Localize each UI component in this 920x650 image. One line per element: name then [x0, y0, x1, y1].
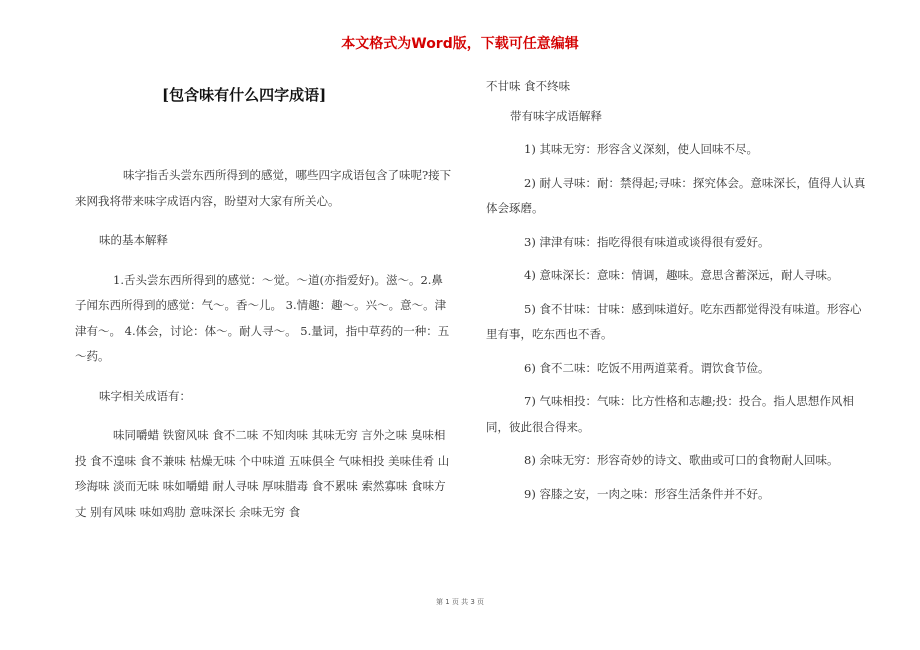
- editable-word-banner: 本文格式为Word版，下载可任意编辑: [341, 36, 579, 52]
- explanation-item: 1) 其味无穷：形容含义深刻，使人回味不尽。: [524, 142, 758, 156]
- explanation-item: 3) 津津有味：指吃得很有味道或谈得很有爱好。: [524, 234, 770, 249]
- explanation-item: 2) 耐人寻味：耐：禁得起;寻味：探究体会。意味深长，值得人认真体会琢磨。: [486, 175, 866, 215]
- explanation-item: 6) 食不二味：吃饭不用两道菜肴。谓饮食节俭。: [524, 360, 770, 375]
- idioms-list-continued: 不甘味 食不终味: [486, 79, 571, 93]
- explanation-item: 7) 气味相投：气味：比方性格和志趣;投：投合。指人思想作风相同，彼此很合得来。: [486, 394, 854, 434]
- left-column: [75, 163, 453, 525]
- basic-meaning-heading: 味的基本解释: [99, 233, 168, 247]
- explanation-item: 5) 食不甘味：甘味：感到味道好。吃东西都觉得没有味道。形容心里有事，吃东西也不香。: [486, 301, 862, 341]
- explanation-item: 4) 意味深长：意味：情调，趣味。意思含蓄深远，耐人寻味。: [524, 268, 839, 282]
- basic-meaning-text: 1.舌头尝东西所得到的感觉：～觉。～道(亦指爱好)。滋～。2.鼻子闻东西所得到的感觉：气～。香～儿。 3.情趣：趣～。兴～。意～。津津有～。 4.体会，讨论：体～。耐人寻～。 5.量词，指中草药的一种：五～药。: [75, 272, 450, 363]
- explanation-item: 9) 容膝之安，一肉之味：形容生活条件并不好。: [524, 486, 770, 501]
- explanation-item: 8) 余味无穷：形容奇妙的诗文、歌曲或可口的食物耐人回味。: [524, 453, 839, 467]
- explanations-heading: 带有味字成语解释: [510, 108, 602, 123]
- page-title: [包含味有什么四字成语]: [162, 86, 327, 104]
- related-idioms-list: 味同嚼蜡 铁窗风味 食不二味 不知肉味 其味无穷 言外之味 臭味相投 食不遑味 食不兼味 枯燥无味 个中味道 五味俱全 气味相投 美味佳肴 山珍海味 淡而无味 味如嚼蜡 耐人寻味 厚味腊毒 食不累味 索然寡味 食味方丈 别有风味 味如鸡肋 意味深长 余味无穷 食: [75, 428, 450, 519]
- right-column: [486, 74, 872, 507]
- intro-paragraph: 味字指舌头尝东西所得到的感觉，哪些四字成语包含了味呢?接下来网我将带来味字成语内容，盼望对大家有所关心。: [75, 168, 452, 208]
- page-footer: 第 1 页 共 3 页: [435, 598, 485, 606]
- related-idioms-heading: 味字相关成语有：: [99, 388, 191, 403]
